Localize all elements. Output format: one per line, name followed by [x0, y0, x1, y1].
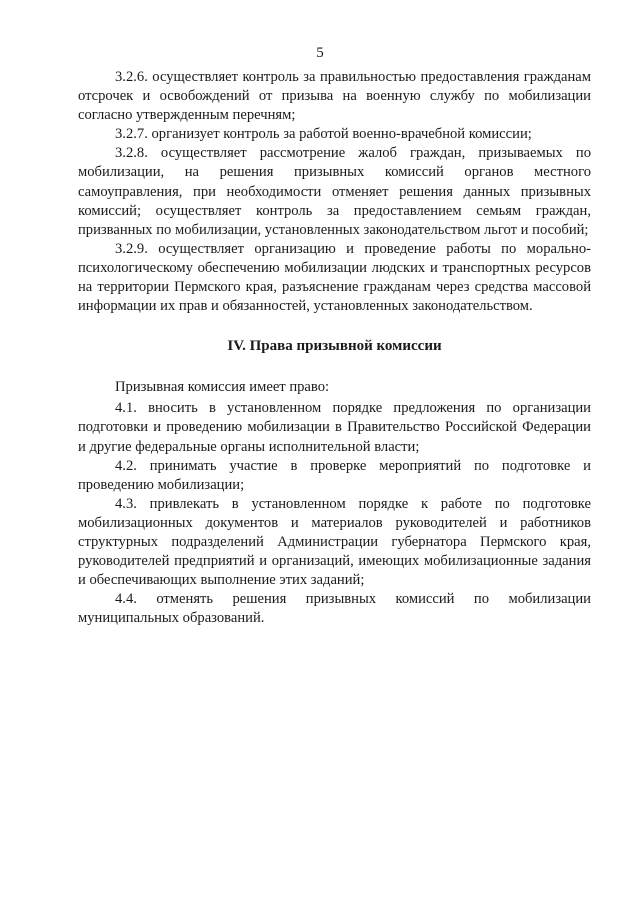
document-body [78, 68, 591, 628]
page-number: 5 [316, 45, 324, 61]
clause-4-1: 4.1. вносить в установленном порядке предложения по организации подготовки и проведению мобилизации в Правительство Российской Федерации и другие федеральные органы исполнительной власти; [78, 400, 591, 455]
clause-4-2: 4.2. принимать участие в проверке мероприятий по подготовке и проведению мобилизации; [78, 457, 591, 493]
clause-4-3: 4.3. привлекать в установленном порядке к работе по подготовке мобилизационных документов и материалов руководителей и работников структурных подразделений Администрации губернатора Пермского края, руководителей предприятий и организаций, имеющих мобилизационные задания и обеспечивающих выполнение этих заданий; [78, 495, 591, 589]
section-intro: Призывная комиссия имеет право: [115, 379, 330, 396]
clause-3-2-7: 3.2.7. организует контроль за работой военно-врачебной комиссии; [115, 126, 532, 143]
section-heading: IV. Права призывной комиссии [227, 338, 442, 355]
clause-4-4: 4.4. отменять решения призывных комиссий по мобилизации муниципальных образований. [78, 591, 591, 627]
clause-3-2-9: 3.2.9. осуществляет организацию и проведение работы по морально-психологическому обеспечению мобилизации людских и транспортных ресурсов на территории Пермского края, разъяснение гражданам через средства массовой информации их прав и обязанностей, установленных законодательством. [78, 240, 591, 315]
clause-3-2-8: 3.2.8. осуществляет рассмотрение жалоб граждан, призываемых по мобилизации, на решения призывных комиссий органов местного самоуправления, при необходимости отменяет решения данных призывных комиссий; осуществляет контроль за предоставлением семьям граждан, призванных по мобилизации, установленных законодательством льгот и пособий; [78, 145, 591, 238]
clause-3-2-6: 3.2.6. осуществляет контроль за правильностью предоставления гражданам отсрочек и освобождений от призыва на военную службу по мобилизации согласно утвержденным перечням; [78, 69, 591, 124]
